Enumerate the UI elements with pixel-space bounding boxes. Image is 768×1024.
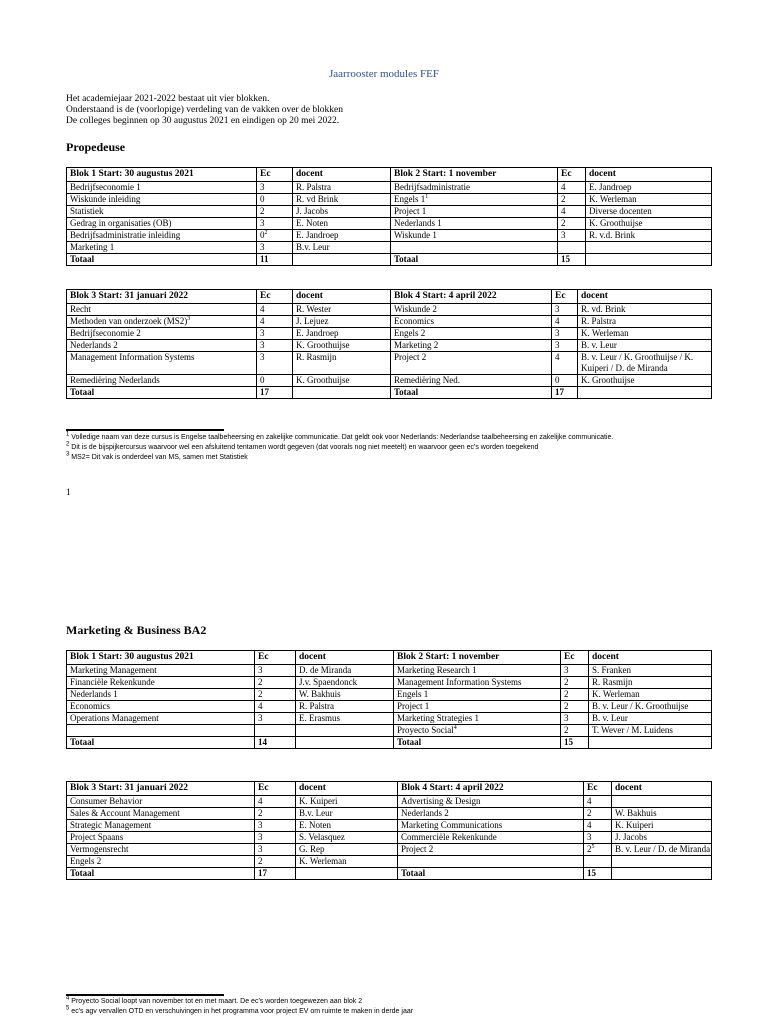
section-title-propedeuse: Propedeuse [66, 140, 126, 154]
table-cell: Nederlands 1 [67, 689, 255, 701]
footnote [66, 997, 706, 1007]
table-cell: R. vd. Brink [578, 304, 712, 316]
footnote-text: Proyecto Social loopt van november tot en met maart. De ec's worden toegewezen aan blok 2 [71, 998, 363, 1005]
table-cell: 0 [552, 375, 578, 387]
table-cell [584, 856, 612, 868]
table-row [67, 352, 712, 375]
total-cell: Totaal [391, 254, 558, 266]
table-cell [586, 242, 712, 254]
footnotes-top [66, 433, 706, 463]
section-title-marketing-business: Marketing & Business BA2 [66, 623, 207, 637]
table-cell [296, 725, 394, 737]
table-cell: B. v. Leur [578, 340, 712, 352]
total-cell [612, 868, 712, 880]
table-header-row [67, 168, 712, 182]
table-header-row [67, 651, 712, 665]
footnote-ref[interactable]: 2 [264, 230, 268, 236]
table-cell: 2 [561, 677, 589, 689]
header-cell: Blok 2 Start: 1 november [391, 168, 558, 182]
footnote-ref[interactable]: 5 [591, 844, 595, 850]
table-cell: Marketing Management [67, 665, 255, 677]
table-cell: Project 1 [394, 701, 561, 713]
footnote-mark: 3 [66, 451, 70, 458]
table-row [67, 375, 712, 387]
table-cell: Project 2 [391, 352, 552, 375]
header-cell: Blok 1 Start: 30 augustus 2021 [67, 168, 257, 182]
table-cell: 4 [552, 316, 578, 328]
total-cell [578, 387, 712, 399]
table-total-row [67, 254, 712, 266]
footnote-mark: 2 [66, 441, 70, 448]
header-cell: Ec [257, 290, 293, 304]
header-cell: Ec [558, 168, 586, 182]
table-cell: 2 [558, 218, 586, 230]
cell-text: Methoden van onderzoek (MS2) [70, 316, 188, 326]
table-cell: Bedrijfseconomie 2 [67, 328, 257, 340]
table-cell: R. Palstra [578, 316, 712, 328]
cell-text: Engels 1 [394, 194, 426, 204]
table-cell: R. Palstra [296, 701, 394, 713]
table-cell: Wiskunde 1 [391, 230, 558, 242]
table-row [67, 328, 712, 340]
table-cell: Statistiek [67, 206, 257, 218]
total-cell: Totaal [394, 737, 561, 749]
footnote-mark: 1 [66, 431, 70, 438]
table-row [67, 242, 712, 254]
table-cell: E. Noten [293, 218, 391, 230]
table-cell: E. Noten [296, 820, 398, 832]
table-cell: K. Groothuijse [586, 218, 712, 230]
table-total-row [67, 868, 712, 880]
table-cell [257, 230, 293, 242]
table-cell: K. Groothuijse [293, 340, 391, 352]
table-cell: 2 [584, 808, 612, 820]
table-cell: S. Velasquez [296, 832, 398, 844]
table-cell: J. Lejuez [293, 316, 391, 328]
table-cell: Project 1 [391, 206, 558, 218]
footnote-ref[interactable]: 3 [187, 316, 191, 322]
footnote-mark: 4 [66, 995, 70, 1002]
header-cell: Ec [552, 290, 578, 304]
table-cell: B. v. Leur / K. Groothuijse / K. Kuiperi / D. de Miranda [578, 352, 712, 375]
table-row [67, 820, 712, 832]
table-cell: Marketing Strategies 1 [394, 713, 561, 725]
table-cell: Advertising & Design [398, 796, 584, 808]
header-cell: Blok 2 Start: 1 november [394, 651, 561, 665]
table-cell: B. v. Leur / D. de Miranda [612, 844, 712, 856]
table-cell: Remediëring Ned. [391, 375, 552, 387]
table-cell: Nederlands 2 [398, 808, 584, 820]
table-cell: B.v. Leur [296, 808, 398, 820]
table-row [67, 808, 712, 820]
table-cell: R. vd Brink [293, 194, 391, 206]
header-cell: docent [586, 168, 712, 182]
table-row [67, 194, 712, 206]
table-cell: Vermogensrecht [67, 844, 255, 856]
footnote-separator [66, 994, 224, 996]
footnote [66, 433, 706, 443]
table-row [67, 856, 712, 868]
table-cell: Sales & Account Management [67, 808, 255, 820]
table-cell: G. Rep [296, 844, 398, 856]
table-cell: 2 [558, 194, 586, 206]
intro-paragraph [66, 94, 343, 127]
table-cell: K. Kuiperi [296, 796, 398, 808]
header-cell: Ec [255, 782, 296, 796]
header-cell: docent [293, 168, 391, 182]
table-cell: Bedrijfsadministratie [391, 182, 558, 194]
table-cell: Gedrag in organisaties (OB) [67, 218, 257, 230]
table-cell: 4 [584, 820, 612, 832]
table-cell: 2 [561, 725, 589, 737]
table-cell: E. Erasmus [296, 713, 394, 725]
table-cell: 0 [257, 194, 293, 206]
total-cell: Totaal [67, 254, 257, 266]
header-cell: Blok 4 Start: 4 april 2022 [398, 782, 584, 796]
table-cell: R. Palstra [293, 182, 391, 194]
header-cell: Ec [584, 782, 612, 796]
table-cell: Marketing Research 1 [394, 665, 561, 677]
table-row [67, 796, 712, 808]
table-cell [398, 856, 584, 868]
table-header-row [67, 782, 712, 796]
footnote-separator [66, 429, 224, 431]
header-cell: Blok 3 Start: 31 januari 2022 [67, 290, 257, 304]
table-cell [391, 242, 558, 254]
table-cell: Financiële Rekenkunde [67, 677, 255, 689]
footnote-ref[interactable]: 1 [425, 194, 429, 200]
table-cell: Engels 2 [67, 856, 255, 868]
table-cell: 3 [257, 340, 293, 352]
table-cell: K. Werleman [296, 856, 398, 868]
table-cell: B. v. Leur / K. Groothuijse [589, 701, 712, 713]
header-cell: docent [293, 290, 391, 304]
table-row [67, 713, 712, 725]
table-cell [558, 242, 586, 254]
total-cell: Totaal [67, 868, 255, 880]
table-row [67, 725, 712, 737]
table-cell: Economics [67, 701, 255, 713]
table-row [67, 316, 712, 328]
header-cell: Blok 1 Start: 30 augustus 2021 [67, 651, 255, 665]
table-cell: Marketing 1 [67, 242, 257, 254]
header-cell: docent [612, 782, 712, 796]
table-cell: R. v.d. Brink [586, 230, 712, 242]
footnote-ref[interactable]: 4 [453, 725, 457, 731]
table-cell: 3 [255, 665, 296, 677]
table-cell: Engels 1 [394, 689, 561, 701]
footnote-text: ec's agv vervallen OTD en verschuivingen in het programma voor project EV om ruimte te maken in derde jaar [71, 1008, 414, 1015]
total-cell: Totaal [67, 737, 255, 749]
cell-text: 0 [260, 230, 265, 240]
table-cell: Engels 2 [391, 328, 552, 340]
table-cell: 2 [255, 808, 296, 820]
table-cell: 4 [558, 182, 586, 194]
cell-text: Proyecto Social [397, 725, 454, 735]
table-cell: 4 [255, 701, 296, 713]
total-cell: 15 [561, 737, 589, 749]
total-cell [296, 868, 398, 880]
page-number: 1 [66, 488, 71, 498]
table-cell: E. Jandroep [293, 328, 391, 340]
total-cell [586, 254, 712, 266]
table-cell: Diverse docenten [586, 206, 712, 218]
table-cell: Bedrijfsadministratie inleiding [67, 230, 257, 242]
table-cell: E. Jandroep [586, 182, 712, 194]
table-row [67, 340, 712, 352]
table-cell: 0 [257, 375, 293, 387]
table-cell: 2 [561, 689, 589, 701]
table-cell: 3 [584, 832, 612, 844]
table-cell: Commerciële Rekenkunde [398, 832, 584, 844]
footnote-text: MS2= Dit vak is onderdeel van MS, samen met Statistiek [71, 454, 248, 461]
table-cell: 2 [255, 689, 296, 701]
table-cell: T. Wever / M. Luidens [589, 725, 712, 737]
total-cell: Totaal [67, 387, 257, 399]
table-cell [391, 194, 558, 206]
schedule-table-ba2-blok1-2 [66, 650, 712, 749]
table-cell: 2 [561, 701, 589, 713]
table-cell: W. Bakhuis [296, 689, 394, 701]
footnote-mark: 5 [66, 1005, 70, 1012]
total-cell [293, 387, 391, 399]
table-cell: 3 [257, 352, 293, 375]
table-total-row [67, 387, 712, 399]
header-cell: Blok 4 Start: 4 april 2022 [391, 290, 552, 304]
header-cell: docent [589, 651, 712, 665]
total-cell: 17 [552, 387, 578, 399]
table-cell: 4 [257, 304, 293, 316]
table-cell: 3 [561, 665, 589, 677]
table-cell: R. Wester [293, 304, 391, 316]
table-cell: 3 [552, 304, 578, 316]
header-cell: Ec [255, 651, 296, 665]
table-row [67, 677, 712, 689]
table-cell: 3 [257, 218, 293, 230]
table-cell: S. Franken [589, 665, 712, 677]
table-cell: Marketing Communications [398, 820, 584, 832]
table-cell: Recht [67, 304, 257, 316]
header-cell: Ec [257, 168, 293, 182]
table-row [67, 832, 712, 844]
table-cell: Consumer Behavior [67, 796, 255, 808]
table-row [67, 665, 712, 677]
table-cell: 3 [552, 340, 578, 352]
total-cell: Totaal [391, 387, 552, 399]
intro-line: Het academiejaar 2021-2022 bestaat uit vier blokken. [66, 94, 270, 104]
table-row [67, 206, 712, 218]
total-cell: 15 [558, 254, 586, 266]
schedule-table-propedeuse-blok3-4 [66, 289, 712, 399]
table-row [67, 689, 712, 701]
header-cell: docent [296, 651, 394, 665]
header-cell: docent [578, 290, 712, 304]
table-cell: Nederlands 1 [391, 218, 558, 230]
header-cell: docent [296, 782, 398, 796]
table-cell: 2 [255, 856, 296, 868]
table-cell: 3 [255, 832, 296, 844]
table-cell [612, 796, 712, 808]
table-cell: 4 [257, 316, 293, 328]
document-title: Jaarrooster modules FEF [329, 68, 439, 80]
table-cell [394, 725, 561, 737]
table-cell: 3 [552, 328, 578, 340]
table-cell: Operations Management [67, 713, 255, 725]
table-row [67, 844, 712, 856]
total-cell [589, 737, 712, 749]
table-cell: K. Groothuijse [293, 375, 391, 387]
table-row [67, 230, 712, 242]
table-cell: 2 [257, 206, 293, 218]
schedule-table-propedeuse-blok1-2 [66, 167, 712, 266]
intro-line: Onderstaand is de (voorlopige) verdeling van de vakken over de blokken [66, 105, 343, 115]
table-row [67, 218, 712, 230]
table-header-row [67, 290, 712, 304]
table-cell: 3 [561, 713, 589, 725]
table-cell: Strategic Management [67, 820, 255, 832]
table-cell: K. Werleman [578, 328, 712, 340]
table-cell: 3 [257, 182, 293, 194]
total-cell: 15 [584, 868, 612, 880]
table-cell: J. Jacobs [293, 206, 391, 218]
total-cell [293, 254, 391, 266]
table-cell: Remediëring Nederlands [67, 375, 257, 387]
table-cell: Wiskunde inleiding [67, 194, 257, 206]
cell-text: 2 [587, 844, 592, 854]
total-cell: 11 [257, 254, 293, 266]
table-cell: R. Rasmijn [589, 677, 712, 689]
table-cell: 3 [257, 242, 293, 254]
schedule-table-ba2-blok3-4 [66, 781, 712, 880]
table-cell: Wiskunde 2 [391, 304, 552, 316]
table-cell: 3 [255, 820, 296, 832]
total-cell: 14 [255, 737, 296, 749]
table-cell: Economics [391, 316, 552, 328]
table-row [67, 182, 712, 194]
table-cell: 3 [255, 844, 296, 856]
table-cell: 4 [558, 206, 586, 218]
header-cell: Ec [561, 651, 589, 665]
table-cell: W. Bakhuis [612, 808, 712, 820]
footnotes-bottom [66, 997, 706, 1017]
footnote-text: Volledige naam van deze cursus is Engelse taalbeheersing en zakelijke communicatie. Dat geldt ook voor Nederlands: Nederlandse taalbeheersing en zakelijke communicatie. [71, 434, 614, 441]
table-cell: B. v. Leur [589, 713, 712, 725]
table-cell: Project 2 [398, 844, 584, 856]
table-cell [67, 316, 257, 328]
table-cell: 3 [255, 713, 296, 725]
table-cell: Bedrijfseconomie 1 [67, 182, 257, 194]
table-cell [612, 856, 712, 868]
table-cell: Management Information Systems [67, 352, 257, 375]
table-cell: D. de Miranda [296, 665, 394, 677]
total-cell [296, 737, 394, 749]
header-cell: Blok 3 Start: 31 januari 2022 [67, 782, 255, 796]
table-row [67, 304, 712, 316]
total-cell: 17 [255, 868, 296, 880]
table-cell: Project Spaans [67, 832, 255, 844]
table-cell: B.v. Leur [293, 242, 391, 254]
table-cell: J.v. Spaendonck [296, 677, 394, 689]
table-cell [67, 725, 255, 737]
table-total-row [67, 737, 712, 749]
table-cell: 2 [255, 677, 296, 689]
footnote [66, 1007, 706, 1017]
table-cell: Management Information Systems [394, 677, 561, 689]
footnote [66, 453, 706, 463]
table-cell: K. Kuiperi [612, 820, 712, 832]
table-cell: 3 [257, 328, 293, 340]
table-cell: 4 [584, 796, 612, 808]
table-cell: E. Jandroep [293, 230, 391, 242]
footnote [66, 443, 706, 453]
table-cell: 4 [552, 352, 578, 375]
table-row [67, 701, 712, 713]
table-cell: J. Jacobs [612, 832, 712, 844]
table-cell: K. Groothuijse [578, 375, 712, 387]
table-cell: 3 [558, 230, 586, 242]
table-cell: 4 [255, 796, 296, 808]
table-cell [584, 844, 612, 856]
footnote-text: Dit is de bijspijkercursus waarvoor wel een afsluitend tentamen wordt gegeven (dat voorals nog niet meetelt) en waarvoor geen ec's worden toegekend [71, 444, 539, 451]
table-cell: Marketing 2 [391, 340, 552, 352]
total-cell: 17 [257, 387, 293, 399]
table-cell: K. Werleman [586, 194, 712, 206]
table-cell: R. Rasmijn [293, 352, 391, 375]
table-cell: K. Werleman [589, 689, 712, 701]
table-cell: Nederlands 2 [67, 340, 257, 352]
intro-line: De colleges beginnen op 30 augustus 2021 en eindigen op 20 mei 2022. [66, 116, 340, 126]
total-cell: Totaal [398, 868, 584, 880]
table-cell [255, 725, 296, 737]
